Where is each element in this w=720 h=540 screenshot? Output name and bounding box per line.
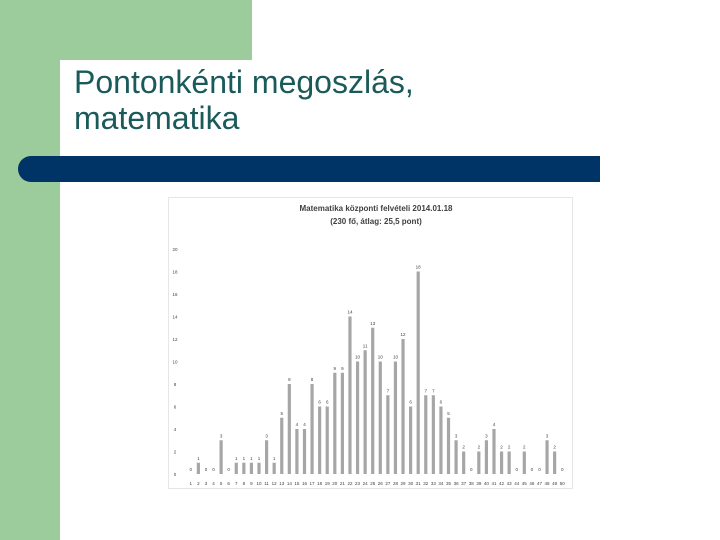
x-tick-label: 23 xyxy=(355,481,361,486)
x-tick-label: 15 xyxy=(294,481,300,486)
bar-value-label: 0 xyxy=(538,467,541,472)
bar xyxy=(447,418,450,474)
slide-title-line2: matematika xyxy=(74,100,240,136)
x-tick-label: 34 xyxy=(438,481,444,486)
bar-value-label: 6 xyxy=(318,399,321,405)
bar-value-label: 2 xyxy=(507,444,511,450)
x-tick-label: 19 xyxy=(324,481,330,486)
y-tick-label: 14 xyxy=(172,314,178,320)
x-tick-label: 35 xyxy=(446,481,452,486)
bar-value-label: 13 xyxy=(370,320,376,326)
x-tick-label: 29 xyxy=(400,481,406,486)
bar xyxy=(250,463,253,474)
x-tick-label: 5 xyxy=(219,481,223,486)
x-tick-label: 25 xyxy=(370,481,376,486)
bar-chart xyxy=(169,198,572,488)
bar xyxy=(310,384,313,474)
chart-subtitle: (230 fő, átlag: 25,5 pont) xyxy=(330,217,422,226)
y-axis-ticks xyxy=(172,247,178,477)
bar xyxy=(326,407,329,475)
bar xyxy=(432,395,435,474)
bar-value-label: 9 xyxy=(333,365,337,371)
x-tick-label: 8 xyxy=(242,481,246,486)
bar-value-label: 3 xyxy=(545,433,549,439)
bar xyxy=(364,350,367,474)
chart-frame xyxy=(168,197,573,489)
x-tick-label: 17 xyxy=(309,481,315,486)
bar-value-label: 14 xyxy=(347,309,353,315)
bar xyxy=(333,373,336,474)
bar-value-label: 10 xyxy=(355,354,361,360)
bar-value-label: 0 xyxy=(530,467,534,472)
x-tick-label: 13 xyxy=(279,481,285,486)
y-tick-label: 10 xyxy=(172,359,178,365)
bar xyxy=(379,362,382,475)
bar xyxy=(492,429,495,474)
y-tick-label: 8 xyxy=(173,382,177,387)
bar-value-label: 4 xyxy=(303,422,306,427)
bar-value-label: 4 xyxy=(492,422,496,427)
bar-value-label: 8 xyxy=(288,377,291,382)
bar-value-label: 3 xyxy=(485,433,488,439)
bar-value-label: 1 xyxy=(257,455,261,461)
bar-value-label: 0 xyxy=(227,467,230,472)
slide-title xyxy=(74,64,414,136)
value-labels xyxy=(190,265,564,473)
bar-value-label: 2 xyxy=(500,444,503,450)
y-tick-label: 16 xyxy=(172,292,178,297)
bar-value-label: 9 xyxy=(341,365,344,371)
bar xyxy=(500,452,503,475)
bar-value-label: 0 xyxy=(212,467,215,472)
y-tick-label: 2 xyxy=(173,449,177,455)
bar-value-label: 5 xyxy=(447,410,450,416)
bar-value-label: 3 xyxy=(219,433,223,439)
y-tick-label: 0 xyxy=(173,472,177,477)
x-tick-label: 28 xyxy=(392,481,398,486)
bar-value-label: 3 xyxy=(265,433,268,439)
x-tick-label: 38 xyxy=(468,481,474,486)
bar-value-label: 6 xyxy=(409,399,412,405)
bar-value-label: 6 xyxy=(439,399,443,405)
bar-value-label: 1 xyxy=(250,455,253,461)
bar-value-label: 1 xyxy=(197,455,200,461)
bar xyxy=(523,452,526,475)
x-tick-label: 9 xyxy=(250,481,253,486)
x-tick-label: 45 xyxy=(521,481,527,486)
bar xyxy=(371,328,374,474)
bar xyxy=(394,362,397,475)
x-tick-label: 46 xyxy=(529,481,535,486)
bar xyxy=(424,395,427,474)
bar xyxy=(454,440,457,474)
bar-value-label: 7 xyxy=(432,388,435,394)
x-tick-label: 43 xyxy=(506,481,512,486)
x-tick-label: 44 xyxy=(514,481,520,486)
x-tick-label: 37 xyxy=(461,481,467,486)
bar-value-label: 0 xyxy=(204,467,208,472)
x-tick-label: 50 xyxy=(559,481,565,486)
bar xyxy=(417,272,420,475)
bar-value-label: 0 xyxy=(515,467,518,472)
bar xyxy=(318,407,321,475)
x-tick-label: 7 xyxy=(235,481,238,486)
bar xyxy=(439,407,442,475)
x-tick-label: 12 xyxy=(271,481,277,486)
bar-value-label: 2 xyxy=(523,444,526,450)
bar xyxy=(545,440,548,474)
x-tick-label: 48 xyxy=(544,481,550,486)
x-tick-label: 42 xyxy=(499,481,505,486)
bar xyxy=(485,440,488,474)
bar-value-label: 11 xyxy=(362,343,368,349)
x-tick-label: 36 xyxy=(453,481,459,486)
bar xyxy=(356,362,359,475)
bar xyxy=(257,463,260,474)
x-tick-label: 22 xyxy=(347,481,353,486)
bar-value-label: 4 xyxy=(295,422,299,427)
bar-value-label: 2 xyxy=(477,444,481,450)
x-tick-label: 40 xyxy=(483,481,489,486)
x-tick-label: 11 xyxy=(264,481,269,486)
bar xyxy=(462,452,465,475)
bar xyxy=(295,429,298,474)
bar xyxy=(303,429,306,474)
bar xyxy=(288,384,291,474)
title-divider-band xyxy=(18,156,600,182)
bar-value-label: 12 xyxy=(400,332,406,337)
bar-value-label: 1 xyxy=(235,455,238,461)
bar xyxy=(508,452,511,475)
y-tick-label: 6 xyxy=(173,404,177,410)
x-tick-label: 31 xyxy=(415,481,421,486)
bar xyxy=(401,339,404,474)
x-tick-label: 47 xyxy=(536,481,542,486)
bar-value-label: 2 xyxy=(553,444,556,450)
bar xyxy=(235,463,238,474)
x-tick-label: 30 xyxy=(408,481,414,486)
bar-value-label: 1 xyxy=(272,455,276,461)
bar-value-label: 7 xyxy=(386,388,390,394)
bar xyxy=(341,373,344,474)
y-tick-label: 20 xyxy=(172,247,178,252)
bar xyxy=(242,463,245,474)
x-tick-label: 16 xyxy=(301,481,307,486)
y-tick-label: 18 xyxy=(172,269,178,275)
x-tick-label: 49 xyxy=(552,481,558,486)
x-tick-label: 26 xyxy=(377,481,383,486)
x-tick-label: 21 xyxy=(339,481,345,486)
bar xyxy=(220,440,223,474)
bar-value-label: 3 xyxy=(454,433,458,439)
x-tick-label: 14 xyxy=(286,481,292,486)
bar xyxy=(280,418,283,474)
bar xyxy=(553,452,556,475)
x-tick-label: 18 xyxy=(317,481,323,486)
bar-value-label: 7 xyxy=(424,388,428,394)
x-tick-label: 39 xyxy=(476,481,482,486)
x-tick-label: 2 xyxy=(197,481,200,486)
x-tick-label: 27 xyxy=(385,481,391,486)
x-tick-label: 20 xyxy=(332,481,338,486)
bar-value-label: 10 xyxy=(377,354,383,360)
top-accent xyxy=(60,0,252,60)
x-tick-label: 4 xyxy=(212,481,215,486)
bar-value-label: 8 xyxy=(310,377,314,382)
x-tick-label: 24 xyxy=(362,481,368,486)
bar-value-label: 0 xyxy=(469,467,473,472)
y-tick-label: 4 xyxy=(173,427,177,432)
bar-value-label: 5 xyxy=(280,410,284,416)
chart-title: Matematika központi felvételi 2014.01.18 xyxy=(299,204,453,213)
bar-value-label: 1 xyxy=(242,455,246,461)
x-tick-label: 33 xyxy=(430,481,436,486)
bar-value-label: 0 xyxy=(189,467,193,472)
x-tick-label: 6 xyxy=(227,481,230,486)
bar xyxy=(265,440,268,474)
x-tick-label: 3 xyxy=(204,481,208,486)
bar-value-label: 18 xyxy=(415,264,421,270)
x-tick-label: 41 xyxy=(491,481,497,486)
y-tick-label: 12 xyxy=(172,337,178,342)
x-tick-label: 10 xyxy=(256,481,262,486)
bar xyxy=(197,463,200,474)
bar-value-label: 6 xyxy=(325,399,329,405)
bar-value-label: 0 xyxy=(560,467,564,472)
bar xyxy=(386,395,389,474)
bar xyxy=(273,463,276,474)
bar xyxy=(348,317,351,475)
bar-value-label: 2 xyxy=(462,444,465,450)
bar xyxy=(409,407,412,475)
sidebar-accent xyxy=(0,0,60,540)
bar-value-label: 10 xyxy=(392,354,398,360)
slide-title-line1: Pontonkénti megoszlás, xyxy=(74,64,414,100)
x-tick-label: 32 xyxy=(423,481,429,486)
x-tick-label: 1 xyxy=(189,481,193,486)
bar xyxy=(477,452,480,475)
x-axis-labels xyxy=(190,481,566,486)
